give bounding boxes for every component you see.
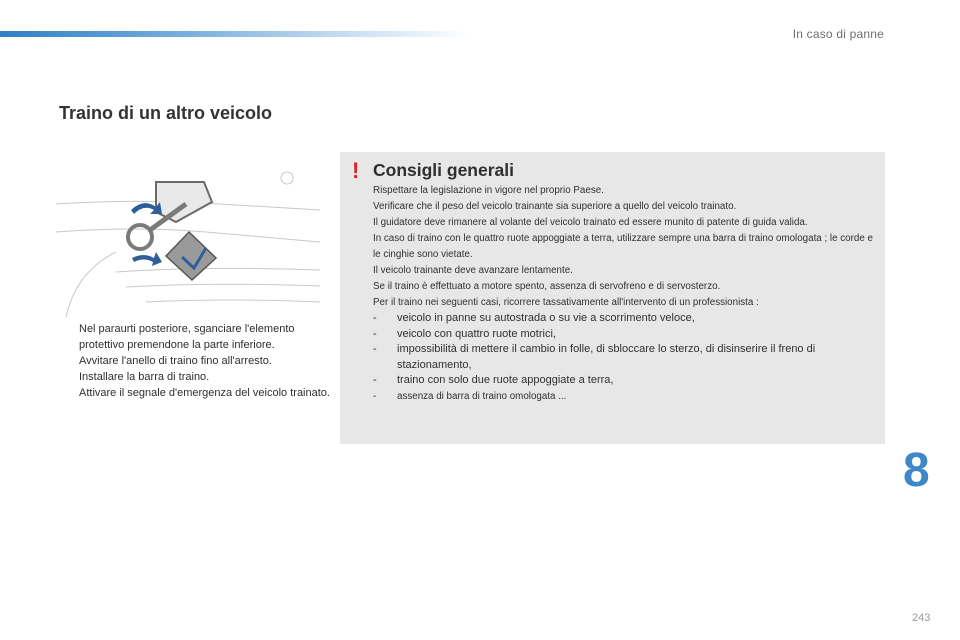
advice-list-text: assenza di barra di traino omologata ... (397, 390, 567, 402)
dash-bullet: - (373, 343, 377, 355)
advice-list-item (373, 311, 878, 327)
advice-paragraph: Verificare che il peso del veicolo trainante sia superiore a quello del veicolo trainato. (373, 201, 737, 212)
advice-list-item (373, 389, 878, 405)
page-title: Traino di un altro veicolo (59, 103, 273, 123)
step-text: Nel paraurti posteriore, sganciare l'elemento protettivo premendone la parte inferiore. (79, 323, 295, 351)
advice-list-text: impossibilità di mettere il cambio in folle, di sbloccare lo sterzo, di disinserire il freno di stazionamento, (397, 343, 816, 371)
advice-list-text: traino con solo due ruote appoggiate a terra, (397, 374, 614, 386)
header-accent-bar (0, 31, 470, 37)
advice-paragraph: In caso di traino con le quattro ruote appoggiate a terra, utilizzare sempre una barra di traino omologata ; le corde e le cinghie sono vietate. (373, 233, 873, 260)
step-item (60, 321, 330, 353)
dash-bullet: - (373, 374, 377, 386)
advice-body (373, 183, 878, 405)
advice-list-text: veicolo con quattro ruote motrici, (397, 327, 556, 340)
step-text: Attivare il segnale d'emergenza del veicolo trainato. (79, 387, 330, 399)
advice-list-text: veicolo in panne su autostrada o su vie a scorrimento veloce, (397, 312, 695, 324)
step-item (60, 353, 330, 369)
advice-paragraph: Per il traino nei seguenti casi, ricorrere tassativamente all'intervento di un professionista : (373, 297, 759, 308)
section-title: In caso di panne (792, 27, 884, 41)
dash-bullet: - (373, 327, 377, 340)
advice-paragraph: Rispettare la legislazione in vigore nel proprio Paese. (373, 185, 604, 196)
advice-title: Consigli generali (373, 160, 514, 180)
general-advice-box (340, 152, 885, 444)
advice-list-item (373, 342, 878, 373)
warning-icon: ! (352, 158, 360, 183)
advice-list-item (373, 327, 878, 343)
dash-bullet: - (373, 312, 377, 324)
advice-paragraph: Il veicolo trainante deve avanzare lentamente. (373, 265, 573, 276)
advice-paragraph: Se il traino è effettuato a motore spento, assenza di servofreno e di servosterzo. (373, 281, 721, 292)
step-text: Installare la barra di traino. (79, 371, 210, 383)
step-text: Avvitare l'anello di traino fino all'arresto. (79, 355, 272, 367)
advice-list-item (373, 373, 878, 389)
dash-bullet: - (373, 390, 377, 402)
step-item (60, 369, 330, 385)
step-item (60, 385, 330, 401)
page-number: 243 (912, 612, 931, 624)
advice-list (373, 311, 878, 405)
instruction-steps (60, 321, 330, 401)
advice-paragraph: Il guidatore deve rimanere al volante del veicolo trainato ed essere munito di patente di guida valida. (373, 217, 808, 228)
tow-hook-illustration (56, 162, 320, 317)
chapter-number: 8 (903, 444, 930, 497)
